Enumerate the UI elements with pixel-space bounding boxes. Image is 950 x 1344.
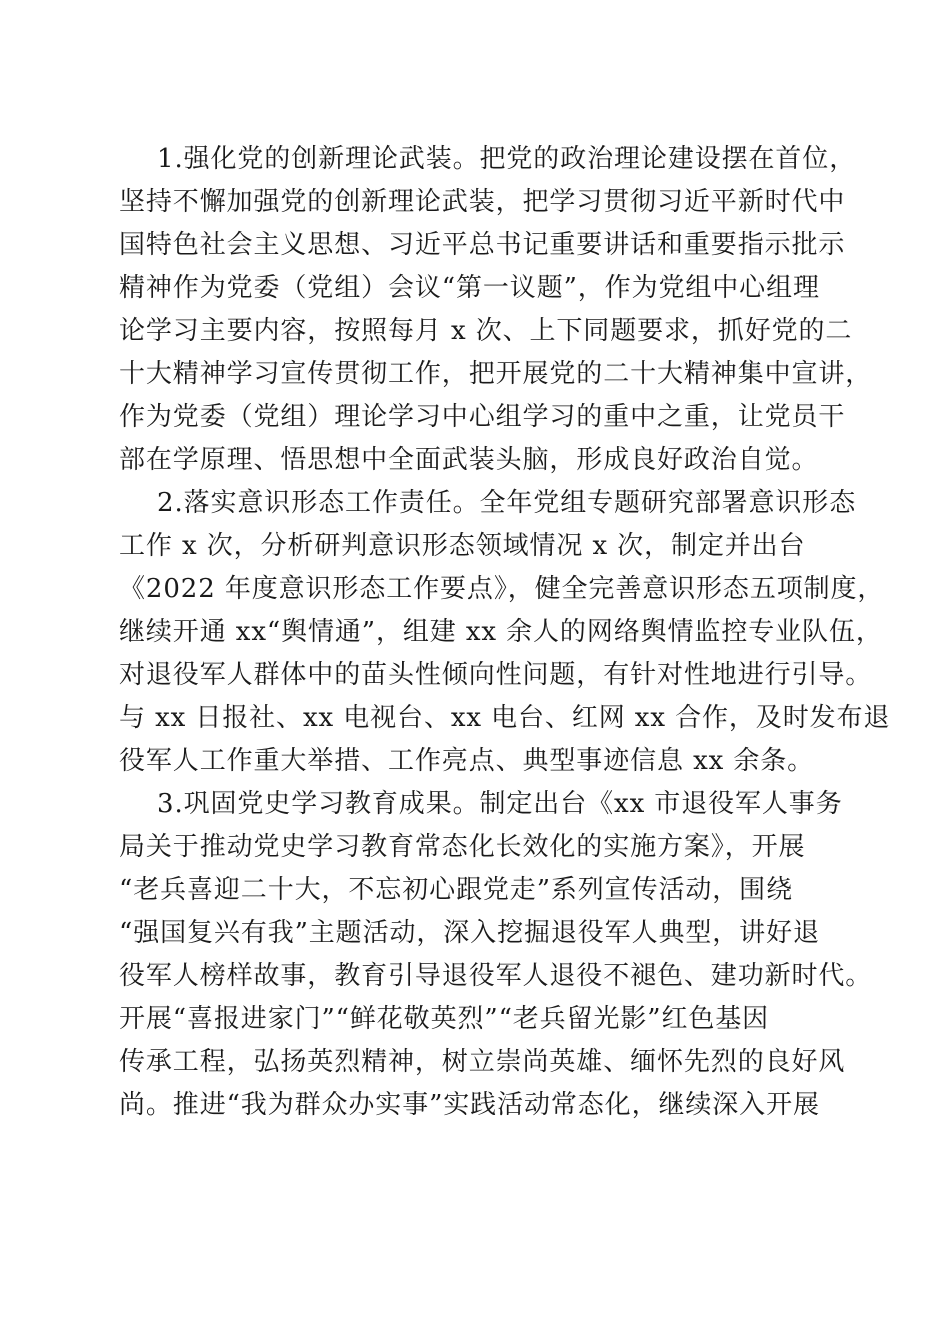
text-line: “强国复兴有我”主题活动，深入挖掘退役军人典型，讲好退	[119, 918, 820, 948]
text-line: 役军人榜样故事，教育引导退役军人退役不褪色、建功新时代。	[119, 961, 873, 991]
text-line: 作为党委（党组）理论学习中心组学习的重中之重，让党员干	[119, 402, 846, 432]
paragraph-3	[119, 783, 873, 1127]
text-line: 部在学原理、悟思想中全面武装头脑，形成良好政治自觉。	[119, 445, 819, 475]
text-line: 精神作为党委（党组）会议“第一议题”，作为党组中心组理	[119, 273, 820, 303]
text-line: 论学习主要内容，按照每月 x 次、上下同题要求，抓好党的二	[119, 316, 853, 346]
text-line: 继续开通 xx“舆情通”，组建 xx 余人的网络舆情监控专业队伍，	[119, 617, 883, 647]
text-line: 传承工程，弘扬英烈精神，树立崇尚英雄、缅怀先烈的良好风	[119, 1047, 846, 1077]
paragraph-2	[119, 482, 891, 783]
text-line: “老兵喜迎二十大，不忘初心跟党走”系列宣传活动，围绕	[119, 875, 793, 905]
document-body	[119, 138, 891, 1127]
text-line: 工作 x 次，分析研判意识形态领域情况 x 次，制定并出台	[119, 531, 806, 561]
text-line: 役军人工作重大举措、工作亮点、典型事迹信息 xx 余条。	[119, 746, 815, 776]
text-line: 尚。推进“我为群众办实事”实践活动常态化，继续深入开展	[119, 1090, 820, 1120]
text-line: 2.落实意识形态工作责任。全年党组专题研究部署意识形态	[157, 488, 857, 518]
paragraph-1	[119, 138, 873, 482]
text-line: 3.巩固党史学习教育成果。制定出台《xx 市退役军人事务	[157, 789, 843, 819]
text-line: 局关于推动党史学习教育常态化长效化的实施方案》，开展	[119, 832, 806, 862]
text-line: 国特色社会主义思想、习近平总书记重要讲话和重要指示批示	[119, 230, 846, 260]
text-line: 开展“喜报进家门”“鲜花敬英烈”“老兵留光影”红色基因	[119, 1004, 770, 1034]
text-line: 坚持不懈加强党的创新理论武装，把学习贯彻习近平新时代中	[119, 187, 846, 217]
text-line: 十大精神学习宣传贯彻工作，把开展党的二十大精神集中宣讲，	[119, 359, 873, 389]
text-line: 《2022 年度意识形态工作要点》，健全完善意识形态五项制度，	[119, 574, 885, 604]
text-line: 与 xx 日报社、xx 电视台、xx 电台、红网 xx 合作，及时发布退	[119, 703, 891, 733]
text-line: 1.强化党的创新理论武装。把党的政治理论建设摆在首位，	[157, 144, 857, 174]
text-line: 对退役军人群体中的苗头性倾向性问题，有针对性地进行引导。	[119, 660, 873, 690]
